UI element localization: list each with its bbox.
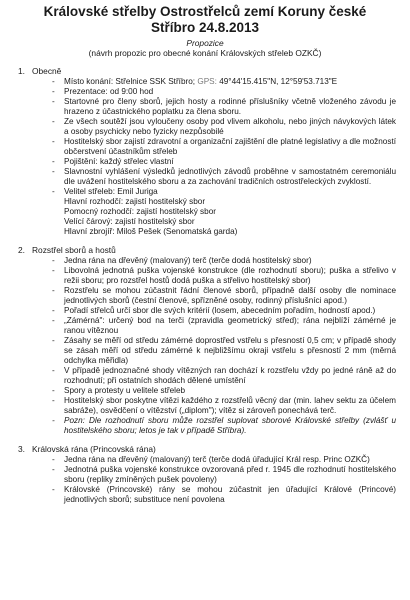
list-item: - Ze všech soutěží jsou vyloučeny osoby pod vlivem alkoholu, nebo jiných návykových látek a osoby psychicky nebo fyzicky nezpůsobilé xyxy=(52,117,396,137)
section-label: Obecně xyxy=(32,66,62,76)
list-item: - Hostitelský sbor poskytne vítězi každého z rozstřelů věcný dar (min. lahev sektu za účelem sabráže), osvědčení o vítězství („diplom"); vítěz si zároveň ponechává terč. xyxy=(52,396,396,416)
sections-container xyxy=(14,66,396,505)
list-item: - Královské (Princovské) rány se mohou zúčastnit jen úřadující Králové (Princové) jednotlivých sborů; substituce není povolena xyxy=(52,485,396,505)
list-item: - Spory a protesty u velitele střeleb xyxy=(52,386,396,396)
list-item: - Pozn: Dle rozhodnutí sboru může rozstřel suplovat sborové Královské střelby (zvlášť u hostitelského sboru; letos je tak v případě Stříbra). xyxy=(52,416,396,436)
section-item-list xyxy=(14,256,396,436)
document-note: (návrh propozic pro obecné konání Královských střeleb OZKČ) xyxy=(88,48,322,58)
section-item-list xyxy=(14,455,396,505)
list-item: - Slavnostní vyhlášení výsledků jednotlivých závodů proběhne v samostatném ceremoniálu dle uvážení hostitelského sboru a za zachování tradičních ostrostřeleckých zvyklostí. xyxy=(52,167,396,187)
list-item: - Jedna rána na dřevěný (malovaný) terč (terče dodá úřadující Král resp. Princ OZKČ) xyxy=(52,455,396,465)
list-item: - Libovolná jednotná puška vojenské konstrukce (dle rozhodnutí sboru); puška a střelivo v režii sboru; pro rozstřel hostů dodá puška a střelivo hostitelský sbor) xyxy=(52,266,396,286)
document-title xyxy=(14,4,396,36)
section-number: 1. xyxy=(18,66,25,76)
section-number: 2. xyxy=(18,245,25,255)
section-item-list xyxy=(14,77,396,237)
list-item: Velící čárový: zajistí hostitelský sbor xyxy=(64,217,195,226)
list-item: - Pojištění: každý střelec vlastní xyxy=(52,157,396,167)
list-item: Pomocný rozhodčí: zajistí hostitelský sbor xyxy=(64,207,216,216)
list-item: - Rozstřelu se mohou zúčastnit řádní členové sborů, případně další osoby dle nominace jednotlivých sborů (čestní členové, spřízněné osoby, rodinný příslušníci apod.) xyxy=(52,286,396,306)
list-item: - Velitel střeleb: Emil Juriga xyxy=(52,187,396,197)
list-item: - Pořadí střelců určí sbor dle svých kritérií (losem, abecedním pořadím, hodností apod.) xyxy=(52,306,396,316)
list-item: - V případě jednoznačné shody vítězných ran dochází k rozstřelu vždy po jedné ráně až do rozhodnutí; při ostatních shodách dělené umístění xyxy=(52,366,396,386)
list-item: Hlavní rozhodčí: zajistí hostitelský sbor xyxy=(64,197,206,206)
title-line-1: Královské střelby Ostrostřelců zemí Koruny české xyxy=(43,4,367,19)
list-item: - Místo konání: Střelnice SSK Stříbro; GPS: 49°44'15.415"N, 12°59'53.713"E xyxy=(52,77,396,87)
list-item: - Zásahy se měří od středu zámérné doprostřed vstřelu s přesností 0,5 cm; v případě shody se zásah měří od středu zámérné k nejbližšímu okraji vstřelu s přesností 2 mm (měrná odchylka měřidla) xyxy=(52,336,396,366)
list-item: - Prezentace: od 9:00 hod xyxy=(52,87,396,97)
list-item: - Jednotná puška vojenské konstrukce ovzorovaná před r. 1945 dle rozhodnutí hostitelského sboru (repliky zmíněných pušek povoleny) xyxy=(52,465,396,485)
list-item: - Jedna rána na dřevěný (malovaný) terč (terče dodá hostitelský sbor) xyxy=(52,256,396,266)
list-item: Hlavní zbrojíř: Miloš Pešek (Senomatská garda) xyxy=(64,227,238,236)
list-item: - Startovné pro členy sborů, jejich hosty a rodinné příslušníky včetně vloženého závodu je hrazeno z účastnického poplatku za člena sboru. xyxy=(52,97,396,117)
section-title xyxy=(18,444,396,454)
title-line-2: Stříbro 24.8.2013 xyxy=(150,20,260,35)
section-1 xyxy=(14,66,396,237)
section-label: Rozstřel sborů a hostů xyxy=(32,245,116,255)
list-item: - Hostitelský sbor zajistí zdravotní a organizační zajištění dle platné legislativy a dle možností občerstvení účastníkům střeleb xyxy=(52,137,396,157)
gps-label: GPS: xyxy=(197,77,217,86)
list-item: - „Zámérná": určený bod na terči (zpravidla geometrický střed); rána nejblíží zámérné je ranou vítěznou xyxy=(52,316,396,336)
section-number: 3. xyxy=(18,444,25,454)
section-title xyxy=(18,66,396,76)
document-subtitle: Propozice xyxy=(186,38,224,48)
section-label: Královská rána (Princovská rána) xyxy=(32,444,156,454)
section-2 xyxy=(14,245,396,436)
section-title xyxy=(18,245,396,255)
section-3 xyxy=(14,444,396,505)
